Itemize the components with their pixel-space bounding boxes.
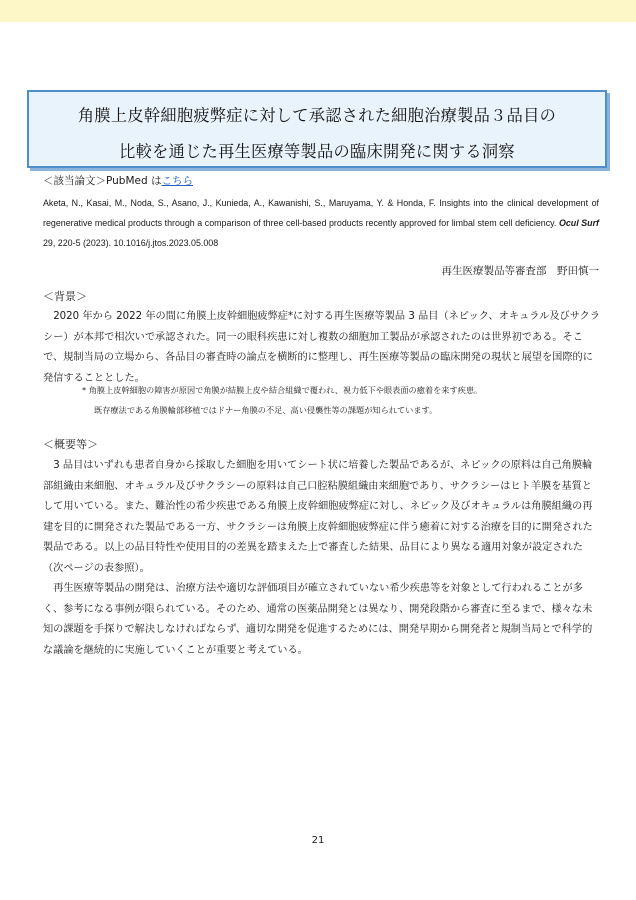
background-section [43, 307, 601, 389]
title-line-1: 角膜上皮幹細胞疲弊症に対して承認された細胞治療製品３品目の [77, 106, 557, 125]
background-heading: ＜背景＞ [43, 290, 87, 303]
reference-label: ＜該当論文＞PubMed は [43, 175, 162, 187]
page-number: 21 [311, 835, 325, 846]
summary-paragraph-2: 再生医療等製品の開発は、治療方法や適切な評価項目が確立されていない希少疾患等を対象として行われることが多く、参考になる事例が限られている。そのため、通常の医薬品開発とは異なり、開発段階から審査に至るまで、様々な未知の課題を手探りで解決しなければならず、適切な開発を促進するためには、開発早期から開発者と規制当局とで科学的な議論を継続的に実施していくことが重要と考えている。 [43, 583, 593, 656]
background-paragraph: 2020 年から 2022 年の間に角膜上皮幹細胞疲弊症*に対する再生医療等製品 3 品目（ネピック、オキュラル及びサクラシー）が本邦で相次いで承認された。同一の眼科疾患に対し複数の細胞加工製品が承認されたのは世界初である。そこで、規制当局の立場から、各品目の審査時の論点を横断的に整理し、再生医療等製品の臨床開発の現状と展望を国際的に発信することとした。 [43, 311, 600, 384]
journal-name: Ocul Surf [558, 218, 599, 228]
author-line: 再生医療製品等審査部 野田慎一 [441, 265, 599, 277]
footnote-line-1: * 角膜上皮幹細胞の障害が原因で角膜が結膜上皮や結合組織で覆われ、視力低下や眼表面の癒着を来す疾患。 [82, 385, 483, 395]
top-color-band [0, 0, 636, 22]
citation [43, 193, 599, 253]
footnote [82, 380, 602, 420]
summary-section [43, 456, 601, 661]
summary-paragraph-1: 3 品目はいずれも患者自身から採取した細胞を用いてシート状に培養した製品であるが、ネピックの原料は自己角膜輪部組織由来細胞、オキュラル及びサクラシーの原料は自己口腔粘膜組織由来細胞であり、サクラシーはヒト羊膜を基質として用いている。また、難治性の希少疾患である角膜上皮幹細胞疲弊症に対し、ネピック及びオキュラルは角膜組織の再建を目的に開発された製品である一方、サクラシーは角膜上皮幹細胞疲弊症に伴う癒着に対する治療を目的に開発された製品である。以上の品目特性や使用目的の差異を踏まえた上で審査した結果、品目により異なる適用対象が設定された（次ページの表参照）。 [43, 460, 593, 574]
title-line-2: 比較を通じた再生医療等製品の臨床開発に関する洞察 [119, 142, 515, 161]
citation-text: Aketa, N., Kasai, M., Noda, S., Asano, J., Kunieda, A., Kawanishi, S., Maruyama, Y. & Honda, F. Insights into the clinical development of regenerative medical products through a comparison of three cell-based products recently approved for limbal stem cell deficiency. [43, 198, 599, 228]
citation-details: 29, 220-5 (2023). 10.1016/j.jtos.2023.05.008 [43, 238, 219, 248]
pubmed-link[interactable]: こちら [161, 175, 193, 187]
footnote-line-2: 既存療法である角膜輪部移植ではドナー角膜の不足、高い侵襲性等の課題が知られています。 [94, 405, 438, 415]
summary-heading: ＜概要等＞ [43, 438, 98, 451]
title-box [27, 90, 607, 168]
reference-heading [43, 173, 193, 188]
